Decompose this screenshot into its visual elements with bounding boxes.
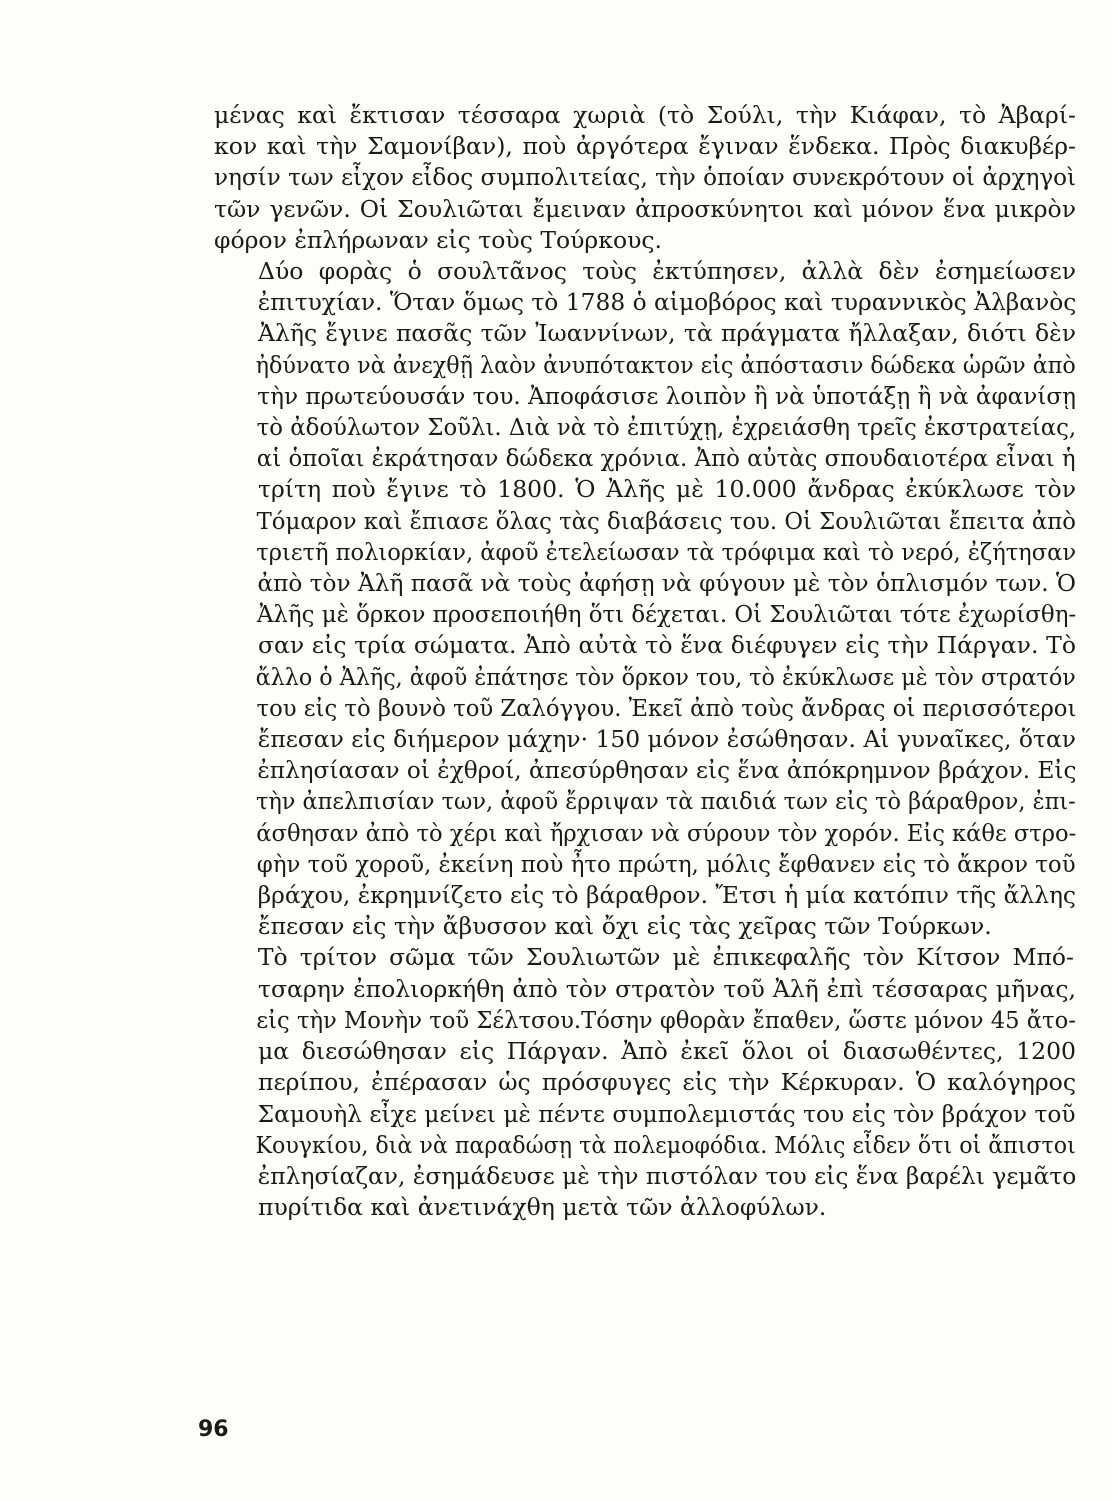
text-line: Ἀλῆς ἔγινε πασᾶς τῶν Ἰωαννίνων, τὰ πράγματα ἤλλαξαν, διότι δὲν [258, 319, 1076, 348]
text-line: άσθησαν ἀπὸ τὸ χέρι καὶ ἤρχισαν νὰ σύρουν τὸν χορόν. Εἰς κάθε στρο- [256, 818, 1077, 847]
text-line: Ἀλῆς μὲ ὅρκον προσεποιήθη ὅτι δέχεται. Οἱ Σουλιῶται τότε ἐχωρίσθη- [256, 600, 1077, 629]
text-line: τὴν πρωτεύουσάν του. Ἀποφάσισε λοιπὸν ἢ νὰ ὑποτάξῃ ἢ νὰ ἀφανίσῃ [257, 381, 1077, 410]
text-line: φόρον ἐπλήρωναν εἰς τοὺς Τούρκους. [214, 225, 663, 254]
body-text [214, 100, 1076, 1223]
paragraph [214, 942, 1076, 1223]
text-line: φὴν τοῦ χοροῦ, ἐκείνη ποὺ ἦτο πρώτη, μόλις ἔφθανεν εἰς τὸ ἄκρον τοῦ [256, 849, 1076, 878]
text-line: τρίτη ποὺ ἔγινε τὸ 1800. Ὁ Ἀλῆς μὲ 10.000 ἄνδρας ἐκύκλωσε τὸν [258, 475, 1076, 504]
text-line: νησίν των εἶχον εἶδος συμπολιτείας, τὴν ὁποίαν συνεκρότουν οἱ ἀρχηγοὶ [214, 163, 1077, 192]
text-line: τὴν ἀπελπισίαν των, ἀφοῦ ἔρριψαν τὰ παιδιά των εἰς τὸ βάραθρον, ἐπι- [255, 787, 1076, 816]
text-line: ἐπλησίασαν οἱ ἐχθροί, ἀπεσύρθησαν εἰς ἕνα ἀπόκρημνον βράχον. Εἰς [257, 756, 1077, 785]
text-line: ἐπιτυχίαν. Ὅταν ὅμως τὸ 1788 ὁ αἱμοβόρος καὶ τυραννικὸς Ἀλβανὸς [257, 288, 1077, 317]
text-line: ἐπλησίαζαν, ἐσημάδευσε μὲ τὴν πιστόλαν του εἰς ἕνα βαρέλι γεμᾶτο [257, 1161, 1077, 1190]
text-line: ἠδύνατο νὰ ἀνεχθῇ λαὸν ἀνυπότακτον εἰς ἀπόστασιν δώδεκα ὡρῶν ἀπὸ [255, 350, 1076, 379]
text-line: Τόμαρον καὶ ἔπιασε ὅλας τὰς διαβάσεις του. Οἱ Σουλιῶται ἔπειτα ἀπὸ [256, 506, 1076, 535]
text-line: τὸ ἀδούλωτον Σοῦλι. Διὰ νὰ τὸ ἐπιτύχῃ, ἐχρειάσθη τρεῖς ἐκστρατείας, [256, 413, 1077, 442]
text-line: ἔπεσαν εἰς τὴν ἄβυσσον καὶ ὄχι εἰς τὰς χεῖρας τῶν Τούρκων. [258, 912, 992, 941]
paragraph [214, 100, 1076, 256]
text-line: μένας καὶ ἔκτισαν τέσσαρα χωριὰ (τὸ Σούλι, τὴν Κιάφαν, τὸ Ἀβαρί- [214, 101, 1076, 129]
text-line: τῶν γενῶν. Οἱ Σουλιῶται ἔμειναν ἀπροσκύνητοι καὶ μόνον ἕνα μικρὸν [214, 194, 1076, 223]
text-line: Τὸ τρίτον σῶμα τῶν Σουλιωτῶν μὲ ἐπικεφαλῆς τὸν Κίτσον Μπό- [257, 943, 1074, 972]
page-number: 96 [198, 1417, 229, 1442]
text-line: μα διεσώθησαν εἰς Πάργαν. Ἀπὸ ἐκεῖ ὅλοι οἱ διασωθέντες, 1200 [258, 1037, 1076, 1066]
text-line: του εἰς τὸ βουνὸ τοῦ Ζαλόγγου. Ἐκεῖ ἀπὸ τοὺς ἄνδρας οἱ περισσότεροι [256, 693, 1077, 722]
text-line: περίπου, ἐπέρασαν ὡς πρόσφυγες εἰς τὴν Κέρκυραν. Ὁ καλόγηρος [258, 1068, 1076, 1097]
text-line: κον καὶ τὴν Σαμονίβαν), ποὺ ἀργότερα ἔγιναν ἕνδεκα. Πρὸς διακυβέρ- [214, 132, 1076, 161]
text-line: εἰς τὴν Μονὴν τοῦ Σέλτσου.Τόσην φθορὰν ἔπαθεν, ὥστε μόνον 45 ἄτο- [256, 1005, 1076, 1034]
text-line: βράχου, ἐκρημνίζετο εἰς τὸ βάραθρον. Ἔτσι ἡ μία κατόπιν τῆς ἄλλης [257, 881, 1076, 910]
text-line: ἄλλο ὁ Ἀλῆς, ἀφοῦ ἐπάτησε τὸν ὅρκον του, τὸ ἐκύκλωσε μὲ τὸν στρατόν [255, 662, 1076, 691]
text-line: Κουγκίου, διὰ νὰ παραδώσῃ τὰ πολεμοφόδια. Μόλις εἶδεν ὅτι οἱ ἄπιστοι [255, 1130, 1076, 1159]
text-line: πυρίτιδα καὶ ἀνετινάχθη μετὰ τῶν ἀλλοφύλων. [258, 1193, 827, 1222]
text-line: τριετῆ πολιορκίαν, ἀφοῦ ἐτελείωσαν τὰ τρόφιμα καὶ τὸ νερό, ἐζήτησαν [256, 537, 1077, 566]
text-line: αἱ ὁποῖαι ἐκράτησαν δώδεκα χρόνια. Ἀπὸ αὐτὰς σπουδαιοτέρα εἶναι ἡ [256, 444, 1076, 473]
paragraph [214, 256, 1076, 942]
text-line: ἔπεσαν εἰς διήμερον μάχην· 150 μόνον ἐσώθησαν. Αἱ γυναῖκες, ὅταν [257, 725, 1076, 754]
text-line: Δύο φορὰς ὁ σουλτᾶνος τοὺς ἐκτύπησεν, ἀλλὰ δὲν ἐσημείωσεν [258, 257, 1076, 286]
text-line: σαν εἰς τρία σώματα. Ἀπὸ αὐτὰ τὸ ἕνα διέφυγεν εἰς τὴν Πάργαν. Τὸ [258, 631, 1076, 660]
text-line: ἀπὸ τὸν Ἀλῆ πασᾶ νὰ τοὺς ἀφήσῃ νὰ φύγουν μὲ τὸν ὁπλισμόν των. Ὁ [257, 569, 1077, 598]
text-line: τσαρην ἐπολιορκήθη ἀπὸ τὸν στρατὸν τοῦ Ἀλῆ ἐπὶ τέσσαρας μῆνας, [258, 974, 1076, 1003]
text-line: Σαμουὴλ εἶχε μείνει μὲ πέντε συμπολεμιστάς του εἰς τὸν βράχον τοῦ [257, 1099, 1076, 1128]
